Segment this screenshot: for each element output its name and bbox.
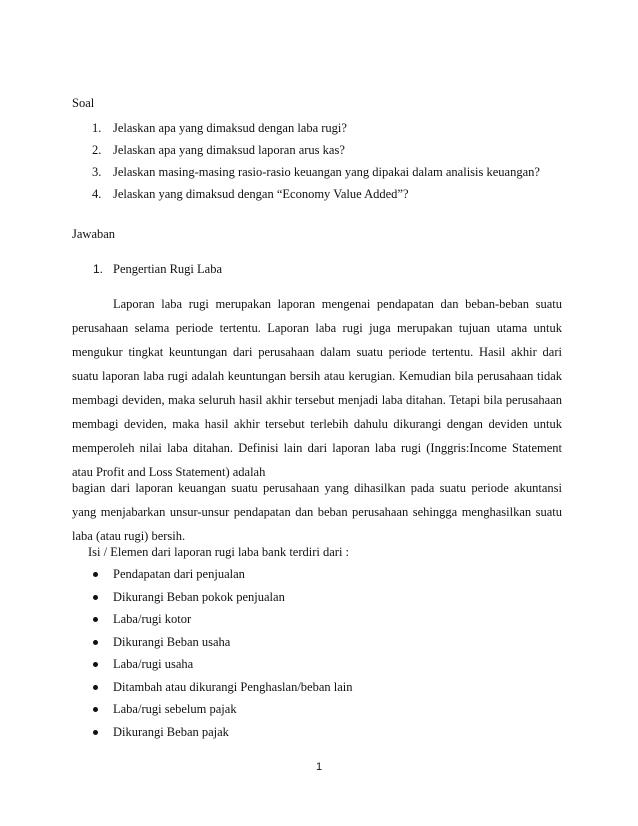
paragraph-line: membagi deviden, maka seluruh hasil akhir tersebut menjadi laba ditahan. Tetapi bila perusahaan: [72, 393, 562, 407]
section-title: Pengertian Rugi Laba: [113, 262, 222, 276]
list-item: Laba/rugi sebelum pajak: [113, 702, 237, 716]
question-number: 3.: [92, 165, 102, 179]
paragraph-line: laba (atau rugi) bersih.: [72, 529, 186, 543]
paragraph-line: bagian dari laporan keuangan suatu perusahaan yang dihasilkan pada suatu periode akuntansi: [72, 481, 562, 495]
bullet-icon: [93, 730, 98, 735]
bullet-icon: [93, 640, 98, 645]
question-number: 1.: [92, 121, 102, 135]
list-item: Ditambah atau dikurangi Penghaslan/beban lain: [113, 680, 353, 694]
bullet-icon: [93, 707, 98, 712]
question-text: Jelaskan masing-masing rasio-rasio keuangan yang dipakai dalam analisis keuangan?: [113, 165, 540, 179]
list-item: Pendapatan dari penjualan: [113, 567, 245, 581]
jawaban-heading: Jawaban: [72, 227, 116, 241]
bullet-icon: [93, 685, 98, 690]
list-item: Dikurangi Beban usaha: [113, 635, 231, 649]
list-item: Laba/rugi kotor: [113, 612, 192, 626]
question-text: Jelaskan apa yang dimaksud laporan arus kas?: [113, 143, 345, 157]
list-item: Laba/rugi usaha: [113, 657, 194, 671]
paragraph-line: suatu laporan laba rugi adalah keuntungan bersih atau kerugian. Kemudian bila perusahaan tidak: [72, 369, 562, 383]
list-item: Dikurangi Beban pokok penjualan: [113, 590, 285, 604]
page-number: 1: [315, 761, 323, 773]
question-text: Jelaskan apa yang dimaksud dengan laba rugi?: [113, 121, 347, 135]
section-number: 1.: [93, 262, 104, 276]
question-number: 2.: [92, 143, 102, 157]
paragraph-line: perusahaan selama periode tertentu. Laporan laba rugi juga merupakan tujuan utama untuk: [72, 321, 562, 335]
elements-intro: Isi / Elemen dari laporan rugi laba bank terdiri dari :: [88, 545, 350, 559]
bullet-icon: [93, 617, 98, 622]
paragraph-line: memperoleh nilai laba ditahan. Definisi lain dari laporan laba rugi (Inggris:Income Statement: [72, 441, 562, 455]
bullet-icon: [93, 662, 98, 667]
paragraph-line: yang menjabarkan unsur-unsur pendapatan dan beban perusahaan sehingga menghasilkan suatu: [72, 505, 562, 519]
bullet-icon: [93, 572, 98, 577]
paragraph-line: atau Profit and Loss Statement) adalah: [72, 465, 266, 479]
paragraph-line: membagi deviden, maka hasil akhir tersebut terlebih dahulu dikurangi dengan deviden untuk: [72, 417, 562, 431]
paragraph-line: mengukur tingkat keuntungan dari perusahaan dalam suatu periode tertentu. Hasil akhir dari: [72, 345, 562, 359]
question-number: 4.: [92, 187, 102, 201]
list-item: Dikurangi Beban pajak: [113, 725, 229, 739]
soal-heading: Soal: [72, 96, 95, 110]
paragraph-line: Laporan laba rugi merupakan laporan mengenai pendapatan dan beban-beban suatu: [113, 297, 562, 311]
question-text: Jelaskan yang dimaksud dengan “Economy Value Added”?: [113, 187, 409, 201]
bullet-icon: [93, 595, 98, 600]
